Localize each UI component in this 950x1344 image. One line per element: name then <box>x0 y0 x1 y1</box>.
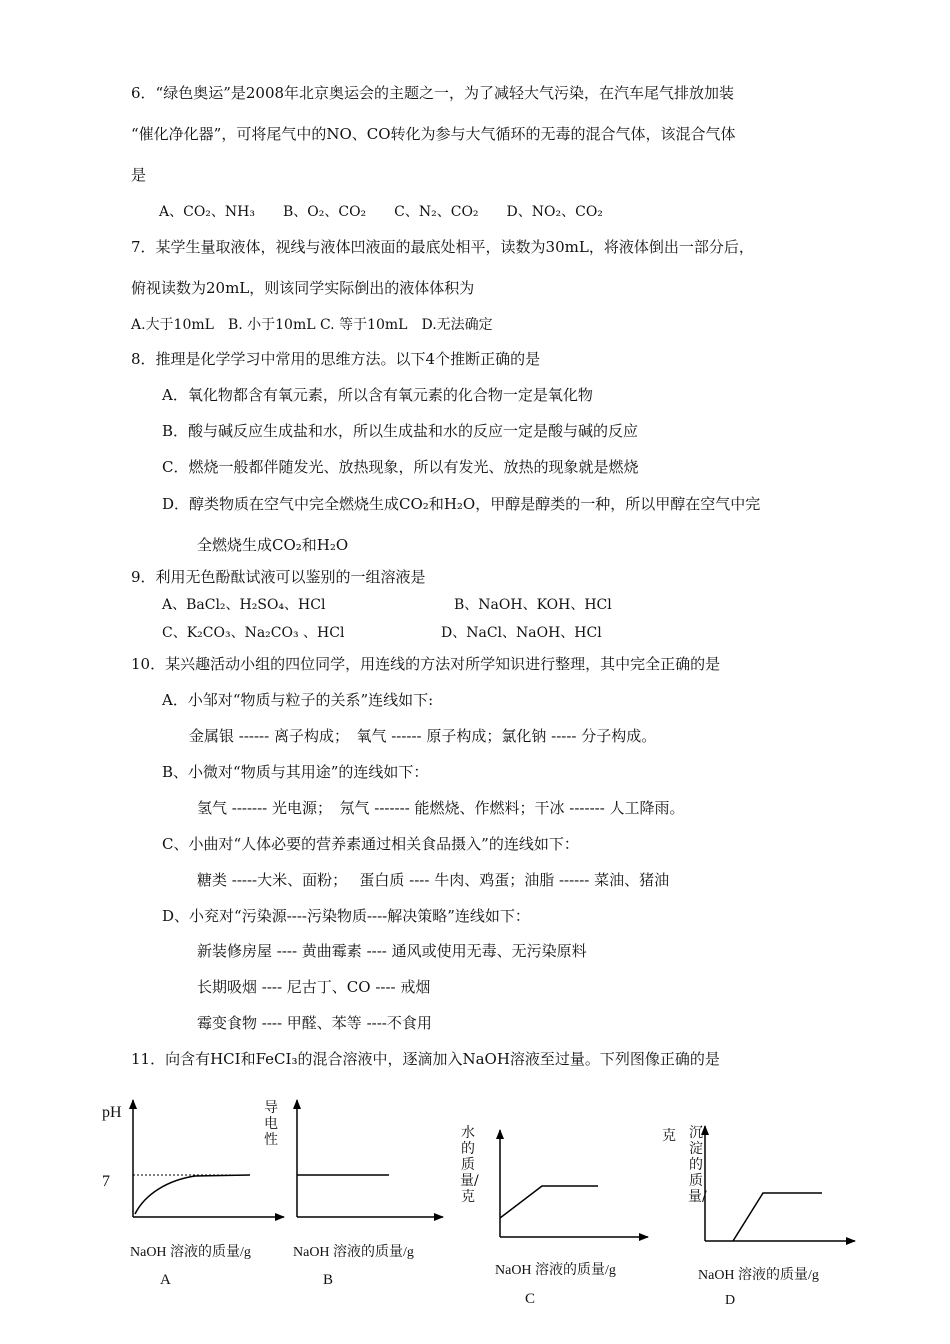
q10-option-d-link1: 新装修房屋 ---- 黄曲霉素 ---- 通风或使用无毒、无污染原料 <box>197 942 587 960</box>
q10-option-d-link2: 长期吸烟 ---- 尼古丁、CO ---- 戒烟 <box>197 978 431 996</box>
q7-line2: 俯视读数为20mL，则该同学实际倒出的液体体积为 <box>131 279 475 297</box>
q8-stem: 8．推理是化学学习中常用的思维方法。以下4个推断正确的是 <box>131 350 541 368</box>
q10-option-a-links: 金属银 ------ 离子构成； 氧气 ------ 原子构成；氯化钠 ----- 分子构成。 <box>189 727 657 745</box>
graph-b-ylabel: 导电性 <box>264 1100 278 1148</box>
graph-d-ylabel: 沉淀的质量/ <box>688 1125 707 1205</box>
q8-option-b: B．酸与碱反应生成盐和水，所以生成盐和水的反应一定是酸与碱的反应 <box>162 422 639 440</box>
graph-c-line <box>500 1186 598 1218</box>
q10-option-a: A．小邹对“物质与粒子的关系”连线如下: <box>162 691 434 709</box>
q7-options: A.大于10mL B. 小于10mL C. 等于10mL D.无法确定 <box>131 317 493 333</box>
q11-stem: 11．向含有HCI和FeCI₃的混合溶液中，逐滴加入NaOH溶液至过量。下列图像正确的是 <box>131 1050 720 1068</box>
q8-option-d-line2: 全燃烧生成CO₂和H₂O <box>197 536 349 554</box>
q8-option-a: A．氧化物都含有氧元素，所以含有氧元素的化合物一定是氧化物 <box>162 386 593 404</box>
q10-option-c: C、小曲对“人体必要的营养素通过相关食品摄入”的连线如下： <box>162 835 579 853</box>
graph-c-ylabel: 水的质量/克 <box>460 1125 479 1205</box>
graph-d-letter: D <box>725 1293 736 1308</box>
q9-option-c: C、K₂CO₃、Na₂CO₃ 、HCl <box>162 625 345 641</box>
q9-option-d: D、NaCl、NaOH、HCl <box>441 625 602 641</box>
q10-option-d: D、小兖对“污染源----污染物质----解决策略”连线如下： <box>162 907 530 925</box>
q6-options: A、CO₂、NH₃ B、O₂、CO₂ C、N₂、CO₂ D、NO₂、CO₂ <box>159 204 603 220</box>
graph-d-axes <box>705 1126 855 1241</box>
graph-c-axes <box>500 1130 648 1237</box>
q9-option-a: A、BaCl₂、H₂SO₄、HCl <box>162 597 326 613</box>
q10-option-b: B、小微对“物质与其用途”的连线如下： <box>162 763 429 781</box>
graph-a-tick-7: 7 <box>102 1173 110 1190</box>
q10-option-b-links: 氢气 ------- 光电源； 氖气 ------- 能燃烧、作燃料；干冰 ------- 人工降雨。 <box>197 799 685 817</box>
q6-line3: 是 <box>131 166 147 184</box>
q9-option-b: B、NaOH、KOH、HCl <box>454 597 612 613</box>
graph-b-xlabel: NaOH 溶液的质量/g <box>293 1245 414 1260</box>
q8-option-c: C．燃烧一般都伴随发光、放热现象，所以有发光、放热的现象就是燃烧 <box>162 458 639 476</box>
graph-a-letter: A <box>160 1272 171 1288</box>
graph-a-ylabel: pH <box>102 1104 122 1121</box>
q6-line1: 6．“绿色奥运”是2008年北京奥运会的主题之一，为了减轻大气污染，在汽车尾气排放加装 <box>131 84 735 102</box>
graph-d-xlabel: NaOH 溶液的质量/g <box>698 1268 819 1283</box>
q6-line2: “催化净化器”，可将尾气中的NO、CO转化为参与大气循环的无毒的混合气体，该混合气体 <box>131 125 736 143</box>
q10-stem: 10．某兴趣活动小组的四位同学，用连线的方法对所学知识进行整理，其中完全正确的是 <box>131 655 721 673</box>
graph-c-letter: C <box>525 1291 536 1307</box>
graph-b-letter: B <box>323 1272 334 1288</box>
q10-option-c-links: 糖类 -----大米、面粉； 蛋白质 ---- 牛肉、鸡蛋；油脂 ------ 菜油、猪油 <box>197 871 670 889</box>
graph-b-axes <box>297 1100 443 1217</box>
q8-option-d-line1: D．醇类物质在空气中完全燃烧生成CO₂和H₂O，甲醇是醇类的一种，所以甲醇在空气中完 <box>162 495 761 513</box>
graph-d-ylabel-unit: 克 <box>662 1129 676 1144</box>
graph-d-line <box>733 1193 822 1241</box>
q9-stem: 9．利用无色酚酞试液可以鉴别的一组溶液是 <box>131 568 426 586</box>
graph-a-axes <box>133 1100 284 1217</box>
graph-a-curve <box>135 1175 250 1214</box>
q10-option-d-link3: 霉变食物 ---- 甲醛、苯等 ----不食用 <box>197 1014 432 1032</box>
q7-line1: 7．某学生量取液体，视线与液体凹液面的最底处相平，读数为30mL，将液体倒出一部分后， <box>131 238 754 256</box>
graph-c-xlabel: NaOH 溶液的质量/g <box>495 1263 616 1278</box>
graph-a-xlabel: NaOH 溶液的质量/g <box>130 1245 251 1260</box>
